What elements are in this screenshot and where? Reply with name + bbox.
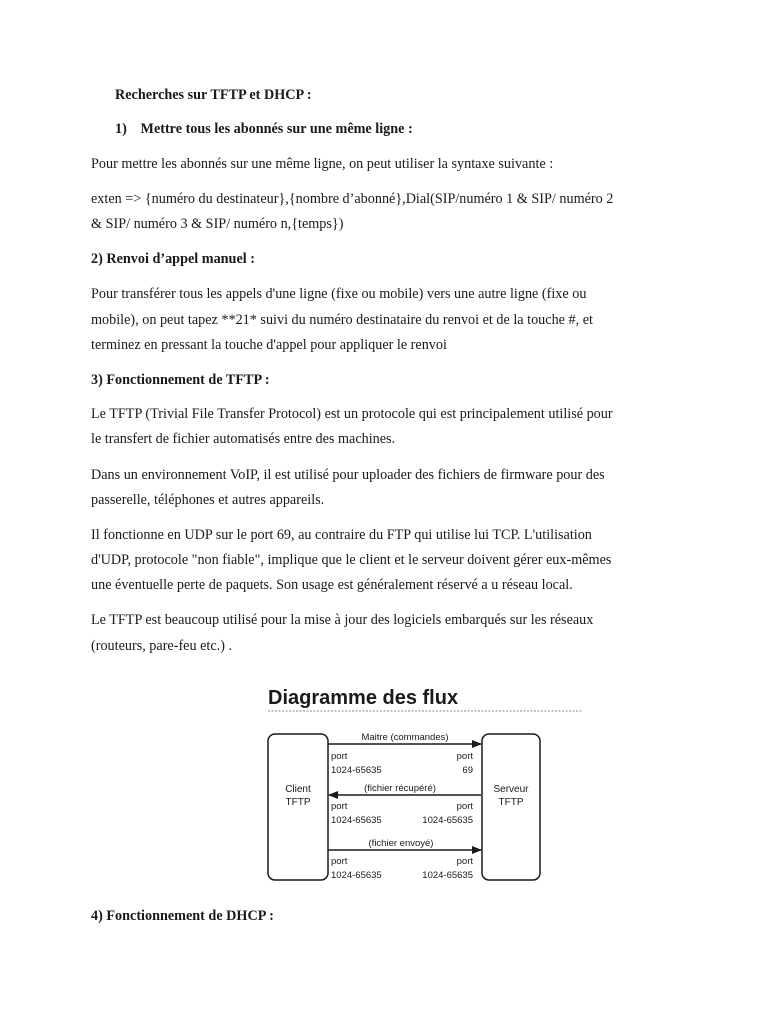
paragraph-4-line2: le transfert de fichier automatisés entre des machines. <box>91 431 396 447</box>
server-label-line2: TFTP <box>498 797 524 808</box>
paragraph-5-line1: Dans un environnement VoIP, il est utilisé pour uploader des fichiers de firmware pour des <box>91 467 605 483</box>
paragraph-6-line1: Il fonctionne en UDP sur le port 69, au contraire du FTP qui utilise lui TCP. L'utilisation <box>91 527 592 543</box>
flow3-right-port: port <box>456 856 473 867</box>
flow1-right-range: 69 <box>462 765 473 776</box>
paragraph-3-line1: Pour transférer tous les appels d'une ligne (fixe ou mobile) vers une autre ligne (fixe ou <box>91 286 587 302</box>
section1-number: 1) <box>115 121 127 137</box>
section4-heading: 4) Fonctionnement de DHCP : <box>91 908 274 924</box>
paragraph-6-line2: d'UDP, protocole "non fiable", implique que le client et le serveur doivent gérer eux-mêmes <box>91 552 612 568</box>
paragraph-2-line1: exten => {numéro du destinateur},{nombre d’abonné},Dial(SIP/numéro 1 & SIP/ numéro 2 <box>91 191 614 207</box>
section3-heading: 3) Fonctionnement de TFTP : <box>91 372 270 388</box>
paragraph-6-line3: une éventuelle perte de paquets. Son usage est généralement réservé a u réseau local. <box>91 577 573 593</box>
flow1-right-port: port <box>456 751 473 762</box>
server-label-line1: Serveur <box>493 784 529 795</box>
flow2-left-port: port <box>331 801 348 812</box>
section1-text: Mettre tous les abonnés sur une même ligne : <box>140 121 413 137</box>
flow3-right-range: 1024-65635 <box>422 870 473 881</box>
paragraph-7-line1: Le TFTP est beaucoup utilisé pour la mise à jour des logiciels embarqués sur les réseaux <box>91 612 594 628</box>
section2-heading: 2) Renvoi d’appel manuel : <box>91 251 255 267</box>
flow3-left-range: 1024-65635 <box>331 870 382 881</box>
client-label-line1: Client <box>285 784 311 795</box>
paragraph-3-line2: mobile), on peut tapez **21* suivi du numéro destinataire du renvoi et de la touche #, et <box>91 312 593 328</box>
flow1-left-range: 1024-65635 <box>331 765 382 776</box>
flow2-left-range: 1024-65635 <box>331 815 382 826</box>
flow1-left-port: port <box>331 751 348 762</box>
flow2-label: (fichier récupéré) <box>364 783 436 794</box>
paragraph-1: Pour mettre les abonnés sur une même ligne, on peut utiliser la syntaxe suivante : <box>91 156 554 172</box>
diagram-title: Diagramme des flux <box>268 687 459 709</box>
paragraph-2-line2: & SIP/ numéro 3 & SIP/ numéro n,{temps}) <box>91 216 344 232</box>
section1-heading <box>115 117 413 143</box>
paragraph-7-line2: (routeurs, pare-feu etc.) . <box>91 638 233 654</box>
doc-title: Recherches sur TFTP et DHCP : <box>115 87 312 103</box>
paragraph-4-line1: Le TFTP (Trivial File Transfer Protocol) est un protocole qui est principalement utilisé pour <box>91 406 613 422</box>
flow2-right-port: port <box>456 801 473 812</box>
flow2-right-range: 1024-65635 <box>422 815 473 826</box>
paragraph-5-line2: passerelle, téléphones et autres appareils. <box>91 492 325 508</box>
flow3-label: (fichier envoyé) <box>368 838 434 849</box>
flow3-left-port: port <box>331 856 348 867</box>
flow1-label: Maitre (commandes) <box>361 732 449 743</box>
client-label-line2: TFTP <box>285 797 311 808</box>
flow-diagram <box>262 680 592 890</box>
paragraph-3-line3: terminez en pressant la touche d'appel pour appliquer le renvoi <box>91 337 447 353</box>
